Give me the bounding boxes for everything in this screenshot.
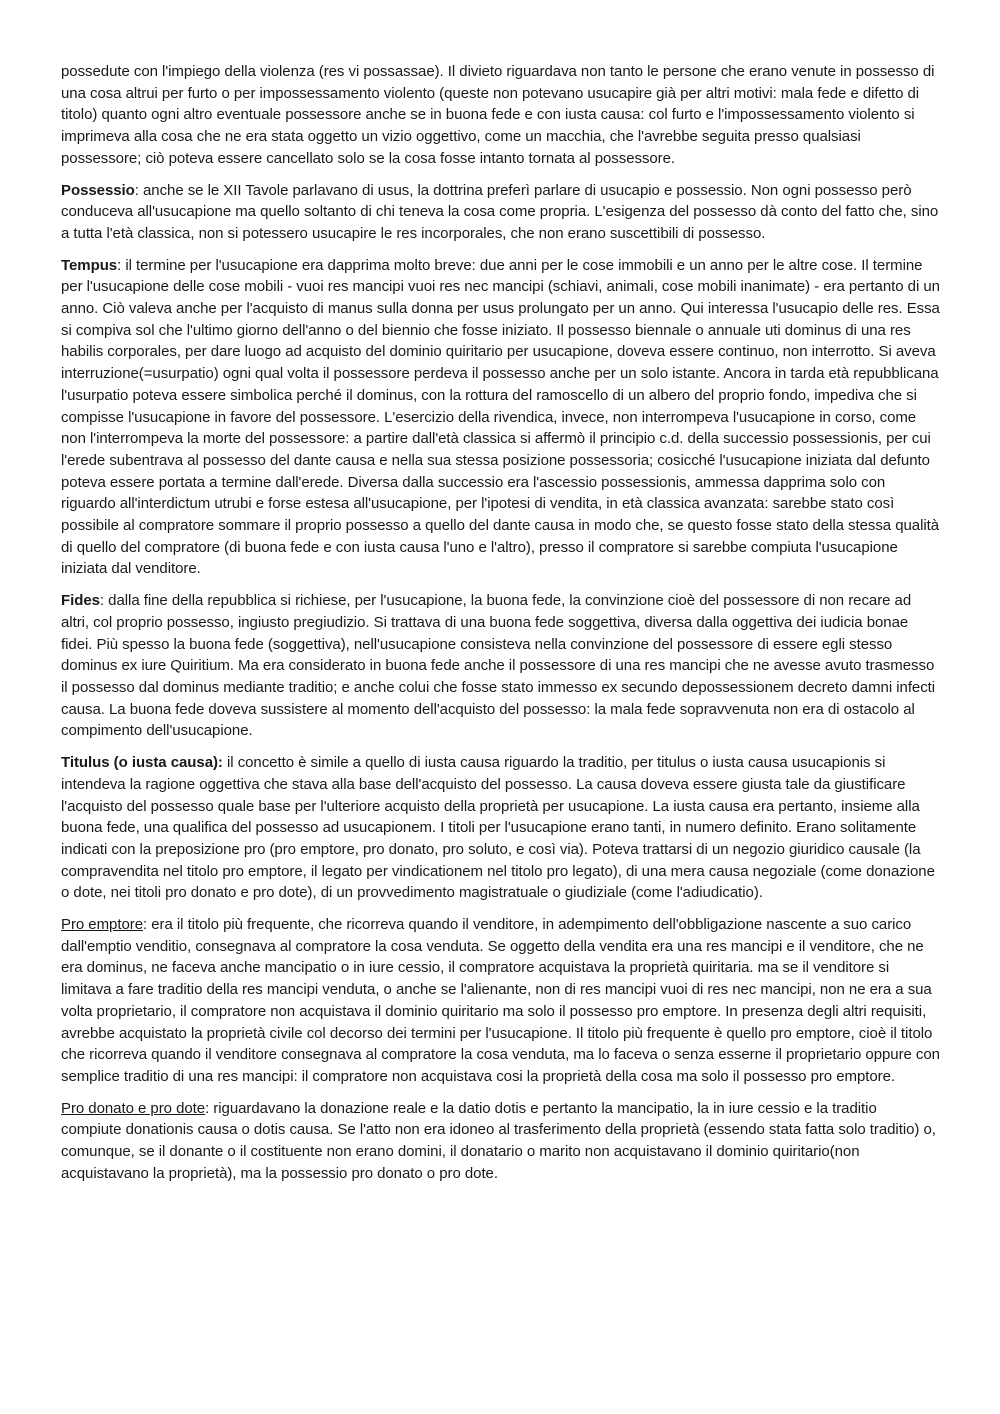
section-term: Pro donato e pro dote <box>61 1099 206 1117</box>
paragraph-body: : il termine per l'usucapione era dapprima molto breve: due anni per le cose immobili e un anno per le altre cose. Il termine per l'usucapione delle cose mobili - vuoi res mancipi vuoi res nec mancipi (schiavi, animali, cose mobili inanimate) - era pertanto di un anno. Ciò valeva anche per l'acquisto di manus sulla donna per usus prolungato per un anno. Qui interessa l'usucapio delle res. Essa si compiva sol che l'ultimo giorno dell'anno o del biennio che fosse iniziato. Il possesso biennale o annuale uti dominus di una res habilis corporales, per dare luogo ad acquisto del dominio quiritario per usucapione, doveva essere continuo, non interrotto. Si aveva interruzione(=usurpatio) ogni qual volta il possessore perdeva il possesso anche per un solo istante. Ancora in tarda età repubblicana l'usurpatio poteva essere simbolica perché il dominus, con la rottura del ramoscello di un albero del proprio fondo, impediva che si compisse l'usucapione in favore del possessore. L'esercizio della rivendica, invece, non interrompeva l'usucapione in corso, come non l'interrompeva la morte del possessore: a partire dall'età classica si affermò il principio c.d. della successio possessionis, per cui l'erede subentrava al possesso del dante causa e nella sua stessa posizione possessoria; cosicché l'usucapione iniziata dal defunto poteva essere portata a termine dall'erede. Diversa dalla successio era l'ascessio possessionis, ammessa dapprima solo con riguardo all'interdictum utrubi e forse estesa all'usucapione, per l'ipotesi di vendita, in età classica avanzata: sarebbe stato così possibile al compratore sommare il proprio possesso a quello del dante causa in modo che, se questo fosse stato della stessa qualità di quello del compratore (di buona fede e con iusta causa l'uno e l'altro), presso il compratore si sarebbe compiuta l'usucapione iniziata dal venditore. <box>61 256 940 578</box>
paragraph-body: possedute con l'impiego della violenza (res vi possassae). Il divieto riguardava non tanto le persone che erano venute in possesso di una cosa altrui per furto o per impossessamento violento (queste non potevano usucapire già per altri motivi: mala fede e difetto di titolo) quanto ogni altro eventuale possessore anche se in buona fede e con iusta causa: col furto e l'impossessamento violento si imprimeva alla cosa che ne era stata oggetto un vizio oggettivo, come un macchia, che l'avrebbe seguita presso qualsiasi possessore; ciò poteva essere cancellato solo se la cosa fosse intanto tornata al possessore. <box>61 63 935 167</box>
paragraph-fides <box>61 590 941 742</box>
paragraph-pro-donato-dote <box>61 1098 941 1185</box>
paragraph-possessio <box>61 180 941 245</box>
section-term: Fides <box>61 592 100 610</box>
section-term: Pro emptore <box>61 916 143 934</box>
paragraph-body: : riguardavano la donazione reale e la datio dotis e pertanto la mancipatio, la in iure cessio e la traditio compiute donationis causa o dotis causa. Se l'atto non era idoneo al trasferimento della proprietà (essendo stata fatta solo traditio) o, comunque, se il donante o il costituente non erano domini, il donatario o marito non acquistavano il dominio quiritario(non acquistavano la proprietà), ma la possessio pro donato o pro dote. <box>61 1099 936 1182</box>
paragraph-body: : anche se le XII Tavole parlavano di usus, la dottrina preferì parlare di usucapio e possessio. Non ogni possesso però conduceva all'usucapione ma quello soltanto di chi teneva la cosa come propria. L'esigenza del possesso dà conto del fatto che, sino a tutta l'età classica, non si potessero usucapire le res incorporales, che non erano suscettibili di possesso. <box>61 181 939 242</box>
paragraph-titulus <box>61 752 941 904</box>
paragraph-body: : era il titolo più frequente, che ricorreva quando il venditore, in adempimento dell'obbligazione nascente a suo carico dall'emptio venditio, consegnava al compratore la cosa venduta. Se oggetto della vendita era una res mancipi e il venditore, che ne era dominus, ne faceva anche mancipatio o in iure cessio, il compratore acquistava la proprietà quiritaria. ma se il venditore si limitava a fare traditio della res mancipi venduta, o anche se l'alienante, non di res mancipi vuoi di res nec mancipi, non ne era a sua volta proprietario, il compratore non acquistava il dominio quiritario ma solo il possesso pro emptore. In presenza degli altri requisiti, avrebbe acquistato la proprietà civile col decorso dei termini per l'usucapione. Il titolo più frequente è quello pro emptore, cioè il titolo che ricorreva quando il venditore consegnava al compratore la cosa venduta, ma lo faceva o senza esserne il proprietario oppure con semplice traditio di una res mancipi: il compratore non acquistava cosi la proprietà della cosa ma solo il possesso pro emptore. <box>61 916 940 1085</box>
paragraph-pro-emptore <box>61 914 941 1088</box>
paragraph-body: il concetto è simile a quello di iusta causa riguardo la traditio, per titulus o iusta causa usucapionis si intendeva la ragione oggettiva che stava alla base dell'acquisto del possesso. La causa doveva essere giusta tale da giustificare l'acquisto del possesso quale base per l'ulteriore acquisto della proprietà per usucapione. La iusta causa era pertanto, insieme alla buona fede, una qualifica del possesso ad usucapionem. I titoli per l'usucapione erano tanti, in numero definito. Erano solitamente indicati con la preposizione pro (pro emptore, pro donato, pro soluto, e così via). Poteva trattarsi di un negozio giuridico causale (la compravendita nel titolo pro emptore, il legato per vindicationem nel titolo pro legato), di una mera causa negoziale (come donazione o dote, nei titoli pro donato e pro dote), di un provvedimento magistratuale o giudiziale (come l'adiudicatio). <box>61 754 935 902</box>
section-term: Titulus (o iusta causa): <box>61 754 223 772</box>
section-term: Tempus <box>61 256 118 274</box>
paragraph-intro <box>61 61 941 170</box>
document-page <box>61 61 941 1194</box>
paragraph-body: : dalla fine della repubblica si richiese, per l'usucapione, la buona fede, la convinzione cioè del possessore di non recare ad altri, col proprio possesso, ingiusto pregiudizio. Si trattava di una buona fede soggettiva, diversa dalla oggettiva dei iudicia bonae fidei. Più spesso la buona fede (soggettiva), nell'usucapione consisteva nella convinzione del possessore di essere egli stesso dominus ex iure Quiritium. Ma era considerato in buona fede anche il possessore di una res mancipi che ne avesse avuto trasmesso il possesso dal dominus mediante traditio; e anche colui che fosse stato immesso ex secundo depossessionem decreto damni infecti causa. La buona fede doveva sussistere al momento dell'acquisto del possesso: la mala fede sopravvenuta non era di ostacolo al compimento dell'usucapione. <box>61 592 936 740</box>
paragraph-tempus <box>61 255 941 581</box>
section-term: Possessio <box>61 181 135 199</box>
